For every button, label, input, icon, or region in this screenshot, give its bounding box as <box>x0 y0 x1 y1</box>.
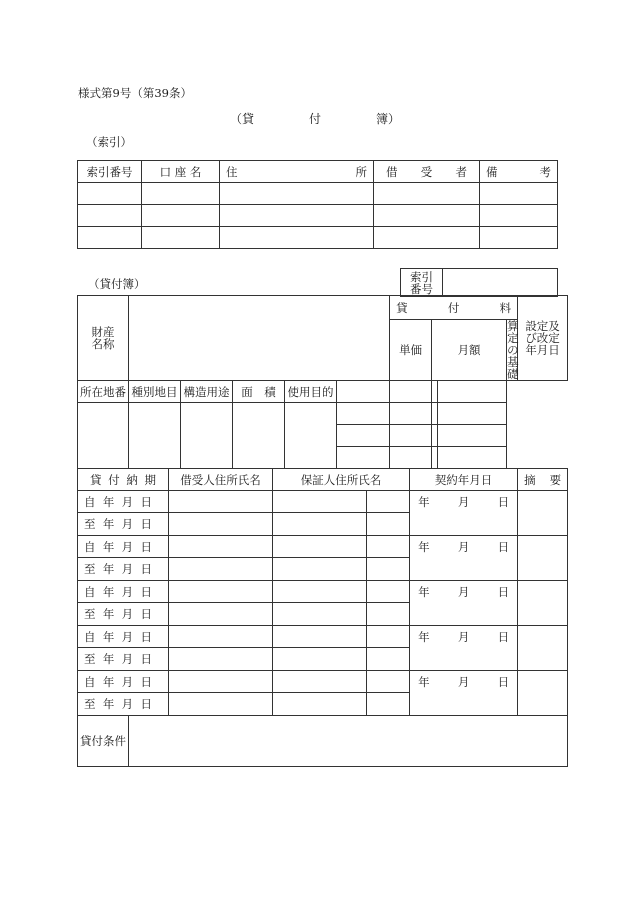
monthly-amount-cell[interactable] <box>390 403 432 425</box>
usage-purpose-header: 使用目的 <box>285 381 337 403</box>
lease-period-header-char: 納 <box>126 472 138 487</box>
table-cell[interactable] <box>480 183 558 205</box>
unit-price-header: 単価 <box>390 320 432 381</box>
date-part: 日 <box>140 607 152 621</box>
date-part: 月 <box>457 540 470 554</box>
borrower-address-cell[interactable] <box>169 581 273 603</box>
table-row <box>78 227 558 249</box>
date-part: 自 <box>84 674 96 689</box>
property-name-label-line: 財産 <box>91 325 115 339</box>
table-cell[interactable] <box>142 183 220 205</box>
table-cell[interactable] <box>374 227 480 249</box>
monthly-amount-cell[interactable] <box>390 425 432 447</box>
guarantor-extra-cell[interactable] <box>367 491 410 513</box>
summary-cell[interactable] <box>518 581 568 626</box>
date-part: 月 <box>457 675 470 689</box>
date-part: 日 <box>140 494 152 509</box>
title-char: 簿） <box>375 112 400 126</box>
period-to-cell[interactable] <box>78 513 169 536</box>
guarantor-address-cell[interactable] <box>273 603 367 626</box>
date-part: 年 <box>102 607 115 621</box>
calculation-basis-header: 算定の基礎 <box>507 319 519 381</box>
property-name-field[interactable] <box>129 296 390 381</box>
fee-header <box>390 296 518 320</box>
structure-use-cell[interactable] <box>181 403 233 469</box>
date-part: 至 <box>84 562 96 576</box>
date-part: 月 <box>121 674 134 689</box>
borrower-address-cell[interactable] <box>169 626 273 648</box>
date-part: 月 <box>121 697 134 711</box>
fee-header-char: 付 <box>447 300 460 315</box>
borrower-address-cell[interactable] <box>169 671 273 693</box>
date-part: 年 <box>418 675 430 689</box>
date-part: 月 <box>457 630 470 644</box>
date-part: 月 <box>121 517 134 531</box>
revision-date-cell[interactable] <box>438 381 507 403</box>
summary-header-char: 要 <box>549 472 562 487</box>
table-cell[interactable] <box>78 183 142 205</box>
summary-header-char: 摘 <box>524 472 536 487</box>
summary-cell[interactable] <box>518 626 568 671</box>
revision-date-cell[interactable] <box>438 447 507 469</box>
document-title <box>230 110 400 127</box>
date-part: 自 <box>84 584 96 599</box>
borrower-header-char: 者 <box>455 164 467 179</box>
lease-row-from <box>78 671 568 693</box>
date-part: 至 <box>84 697 96 711</box>
guarantor-extra-cell[interactable] <box>367 581 410 603</box>
index-number-header: 索引番号 <box>78 161 142 183</box>
date-part: 日 <box>140 584 152 599</box>
table-cell[interactable] <box>78 205 142 227</box>
date-part: 月 <box>457 585 470 599</box>
lease-row-from <box>78 491 568 513</box>
date-part: 日 <box>497 540 510 554</box>
table-cell[interactable] <box>78 227 142 249</box>
lot-number-header: 所在地番 <box>78 381 129 403</box>
address-header-char: 住 <box>226 164 238 179</box>
monthly-amount-cell[interactable] <box>390 447 432 469</box>
date-part: 月 <box>121 562 134 576</box>
guarantor-address-cell[interactable] <box>273 491 367 513</box>
guarantor-extra-cell[interactable] <box>367 558 410 581</box>
date-part: 日 <box>497 675 510 689</box>
date-part: 日 <box>140 629 152 644</box>
date-part: 年 <box>102 629 115 644</box>
index-number-label <box>401 269 443 297</box>
date-part: 年 <box>418 585 430 599</box>
remarks-header-char: 備 <box>486 164 498 179</box>
lease-row-from <box>78 536 568 558</box>
period-from-cell[interactable] <box>78 536 169 558</box>
summary-cell[interactable] <box>518 671 568 716</box>
guarantor-extra-cell[interactable] <box>367 693 410 716</box>
table-cell[interactable] <box>220 183 374 205</box>
guarantor-extra-cell[interactable] <box>367 648 410 671</box>
date-part: 至 <box>84 517 96 531</box>
date-part: 至 <box>84 607 96 621</box>
unit-price-cell[interactable] <box>337 425 390 447</box>
register-table <box>77 295 568 767</box>
lease-conditions-label: 貸付条件 <box>78 716 129 767</box>
borrower-address-cell[interactable] <box>169 536 273 558</box>
guarantor-address-cell[interactable] <box>273 648 367 671</box>
date-part: 日 <box>140 652 152 666</box>
period-to-cell[interactable] <box>78 558 169 581</box>
guarantor-address-cell[interactable] <box>273 693 367 716</box>
period-from-cell[interactable] <box>78 671 169 693</box>
date-part: 年 <box>418 495 430 509</box>
guarantor-address-cell[interactable] <box>273 626 367 648</box>
date-part: 年 <box>418 630 430 644</box>
period-from-cell[interactable] <box>78 491 169 513</box>
borrower-address-cell[interactable] <box>169 491 273 513</box>
borrower-header <box>374 161 480 183</box>
guarantor-address-cell[interactable] <box>273 558 367 581</box>
guarantor-address-header: 保証人住所氏名 <box>273 469 410 491</box>
lease-conditions-field[interactable] <box>129 716 568 767</box>
fee-header-char: 貸 <box>396 300 408 315</box>
index-header-row <box>78 161 558 183</box>
unit-price-cell[interactable] <box>337 447 390 469</box>
guarantor-extra-cell[interactable] <box>367 671 410 693</box>
guarantor-extra-cell[interactable] <box>367 626 410 648</box>
contract-date-cell[interactable] <box>410 581 518 626</box>
guarantor-extra-cell[interactable] <box>367 513 410 536</box>
structure-use-header: 構造用途 <box>181 381 233 403</box>
contract-date-header: 契約年月日 <box>410 469 518 491</box>
contract-date-cell[interactable] <box>410 671 518 716</box>
revision-date-cell[interactable] <box>438 425 507 447</box>
lease-row-from <box>78 626 568 648</box>
guarantor-address-cell[interactable] <box>273 536 367 558</box>
date-part: 日 <box>140 697 152 711</box>
monthly-amount-cell[interactable] <box>390 381 432 403</box>
date-part: 月 <box>121 494 134 509</box>
borrower-address-cell[interactable] <box>169 603 273 626</box>
table-cell[interactable] <box>480 205 558 227</box>
table-cell[interactable] <box>142 227 220 249</box>
period-from-cell[interactable] <box>78 626 169 648</box>
borrower-address-header: 借受人住所氏名 <box>169 469 273 491</box>
date-part: 年 <box>102 674 115 689</box>
land-category-header: 種別地目 <box>129 381 181 403</box>
date-part: 月 <box>121 629 134 644</box>
contract-date-cell[interactable] <box>410 536 518 581</box>
date-part: 日 <box>140 674 152 689</box>
table-cell[interactable] <box>374 205 480 227</box>
date-part: 月 <box>121 584 134 599</box>
revision-date-header-line: び改定 <box>525 331 560 345</box>
guarantor-extra-cell[interactable] <box>367 536 410 558</box>
date-part: 年 <box>418 540 430 554</box>
table-row <box>78 205 558 227</box>
title-char: （貸 <box>230 112 255 126</box>
lease-period-header-char: 貸 <box>90 472 102 487</box>
form-number: 様式第9号（第39条） <box>78 86 192 100</box>
guarantor-extra-cell[interactable] <box>367 603 410 626</box>
contract-date-cell[interactable] <box>410 491 518 536</box>
period-from-cell[interactable] <box>78 581 169 603</box>
contract-date-cell[interactable] <box>410 626 518 671</box>
property-name-label <box>78 296 129 381</box>
date-part: 日 <box>140 517 152 531</box>
title-char: 付 <box>308 112 321 126</box>
date-part: 月 <box>121 652 134 666</box>
date-part: 日 <box>140 562 152 576</box>
date-part: 自 <box>84 539 96 554</box>
table-cell[interactable] <box>480 227 558 249</box>
date-part: 月 <box>457 495 470 509</box>
date-part: 日 <box>497 585 510 599</box>
lease-row-from <box>78 581 568 603</box>
monthly-amount-header: 月額 <box>432 320 507 381</box>
revision-date-header-line: 設定及 <box>525 319 560 333</box>
summary-cell[interactable] <box>518 491 568 536</box>
guarantor-address-cell[interactable] <box>273 671 367 693</box>
unit-price-cell[interactable] <box>337 381 390 403</box>
borrower-address-cell[interactable] <box>169 558 273 581</box>
lot-number-cell[interactable] <box>78 403 129 469</box>
date-part: 年 <box>102 697 115 711</box>
index-number-field[interactable] <box>443 269 558 297</box>
table-cell[interactable] <box>374 183 480 205</box>
remarks-header-char: 考 <box>539 164 551 179</box>
lease-period-header-char: 期 <box>144 472 156 487</box>
land-category-cell[interactable] <box>129 403 181 469</box>
date-part: 年 <box>102 562 115 576</box>
lease-period-header <box>78 469 169 491</box>
period-to-cell[interactable] <box>78 648 169 671</box>
period-to-cell[interactable] <box>78 603 169 626</box>
register-section-label: （貸付簿） <box>88 277 146 291</box>
borrower-header-char: 受 <box>420 164 433 179</box>
summary-header <box>518 469 568 491</box>
borrower-address-cell[interactable] <box>169 513 273 536</box>
date-part: 自 <box>84 629 96 644</box>
lease-period-header-char: 付 <box>108 472 120 487</box>
index-number-box <box>400 268 558 297</box>
index-table <box>77 160 558 249</box>
remarks-header <box>480 161 558 183</box>
usage-purpose-cell[interactable] <box>285 403 337 469</box>
area-header: 面 積 <box>233 381 285 403</box>
index-section-label: （索引） <box>86 135 132 149</box>
date-part: 年 <box>102 584 115 599</box>
table-cell[interactable] <box>220 205 374 227</box>
table-cell[interactable] <box>220 227 374 249</box>
period-to-cell[interactable] <box>78 693 169 716</box>
date-part: 日 <box>140 539 152 554</box>
lease-blocks <box>78 491 568 716</box>
date-part: 月 <box>121 607 134 621</box>
index-number-label-line: 番号 <box>410 281 433 296</box>
index-number-label-line: 索引 <box>410 269 433 284</box>
date-part: 年 <box>102 652 115 666</box>
date-part: 年 <box>102 539 115 554</box>
revision-date-header-line: 年月日 <box>525 343 560 357</box>
address-header <box>220 161 374 183</box>
account-name-header: 口 座 名 <box>142 161 220 183</box>
borrower-header-char: 借 <box>386 164 398 179</box>
date-part: 日 <box>497 630 510 644</box>
borrower-address-cell[interactable] <box>169 648 273 671</box>
guarantor-address-cell[interactable] <box>273 581 367 603</box>
address-header-char: 所 <box>355 164 367 179</box>
guarantor-address-cell[interactable] <box>273 513 367 536</box>
table-row <box>78 183 558 205</box>
date-part: 月 <box>121 539 134 554</box>
summary-cell[interactable] <box>518 536 568 581</box>
table-cell[interactable] <box>142 205 220 227</box>
borrower-address-cell[interactable] <box>169 693 273 716</box>
date-part: 年 <box>102 517 115 531</box>
property-name-label-line: 名称 <box>91 337 115 351</box>
date-part: 自 <box>84 494 96 509</box>
revision-date-header <box>518 296 568 381</box>
unit-price-cell[interactable] <box>337 403 390 425</box>
revision-date-cell[interactable] <box>438 403 507 425</box>
fee-header-char: 料 <box>499 300 512 315</box>
date-part: 年 <box>102 494 115 509</box>
date-part: 至 <box>84 652 96 666</box>
area-cell[interactable] <box>233 403 285 469</box>
date-part: 日 <box>497 495 510 509</box>
